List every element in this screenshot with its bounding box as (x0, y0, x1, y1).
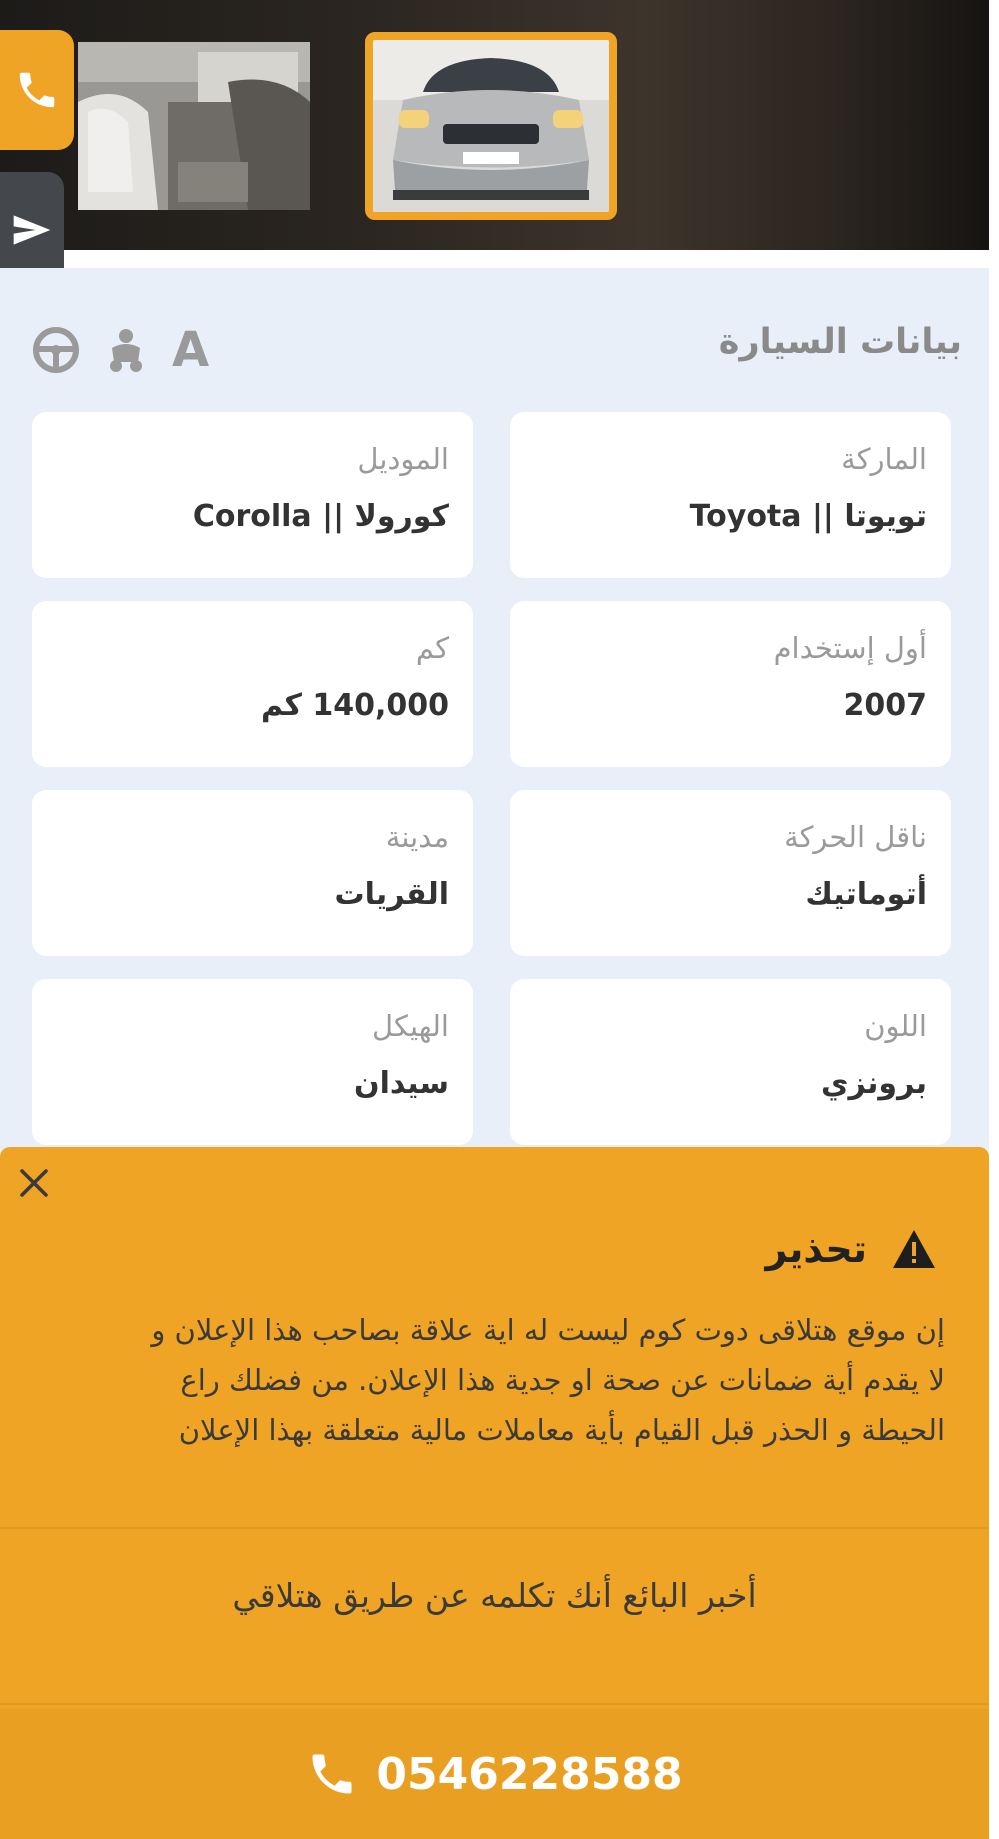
field-value: سيدان (354, 1065, 449, 1101)
field-card-model (32, 412, 473, 578)
divider (0, 1703, 989, 1705)
field-card-transmission (510, 790, 951, 956)
car-front-image (373, 40, 609, 212)
field-card-brand (510, 412, 951, 578)
field-value: كورولا || Corolla (192, 498, 449, 534)
field-value: أتوماتيك (805, 876, 927, 912)
field-label: الهيكل (372, 1009, 449, 1043)
tell-seller-text: أخبر البائع أنك تكلمه عن طريق هتلاقي (232, 1575, 757, 1615)
transmission-badge: A (172, 322, 210, 378)
floating-call-button[interactable] (0, 30, 74, 150)
warning-title: تحذير (765, 1227, 867, 1271)
car-interior-image (78, 42, 310, 210)
field-label: ناقل الحركة (784, 820, 927, 854)
field-label: الموديل (357, 442, 449, 476)
image-gallery (0, 0, 989, 250)
field-card-first-use (510, 601, 951, 767)
field-label: اللون (864, 1009, 927, 1043)
steering-wheel-icon (32, 326, 80, 374)
field-card-km (32, 601, 473, 767)
phone-number: 0546228588 (376, 1748, 683, 1800)
field-value: القريات (334, 876, 449, 912)
share-icon (10, 208, 54, 252)
field-card-color (510, 979, 951, 1145)
phone-icon (306, 1748, 358, 1800)
field-label: الماركة (841, 442, 927, 476)
warning-triangle-icon (891, 1228, 937, 1270)
close-button[interactable] (10, 1159, 58, 1207)
thumbnail-front-selected[interactable] (365, 32, 617, 220)
phone-icon (14, 67, 60, 113)
call-seller-button[interactable] (0, 1709, 989, 1839)
field-label: كم (415, 631, 449, 665)
section-title: بيانات السيارة (718, 322, 962, 362)
thumbnail-interior[interactable] (78, 42, 310, 210)
field-value: 140,000 كم (260, 687, 449, 723)
seat-icon (102, 326, 150, 374)
warning-message (45, 1305, 945, 1455)
field-card-city (32, 790, 473, 956)
field-value: برونزي (821, 1065, 927, 1101)
field-value: تويوتا || Toyota (689, 498, 927, 534)
car-feature-icons (32, 322, 209, 378)
field-card-body (32, 979, 473, 1145)
warning-line-1: إن موقع هتلاقى دوت كوم ليست له اية علاقة بصاحب هذا الإعلان و (151, 1313, 945, 1347)
warning-title-row (765, 1227, 937, 1271)
warning-line-3: الحيطة و الحذر قبل القيام بأية معاملات مالية متعلقة بهذا الإعلان (178, 1413, 945, 1447)
field-label: أول إستخدام (773, 631, 927, 665)
warning-panel (0, 1147, 989, 1839)
field-label: مدينة (385, 820, 449, 854)
divider (0, 1527, 989, 1529)
field-value: 2007 (843, 687, 927, 723)
close-icon (16, 1165, 52, 1201)
warning-line-2: لا يقدم أية ضمانات عن صحة او جدية هذا الإعلان. من فضلك راع (180, 1363, 945, 1397)
